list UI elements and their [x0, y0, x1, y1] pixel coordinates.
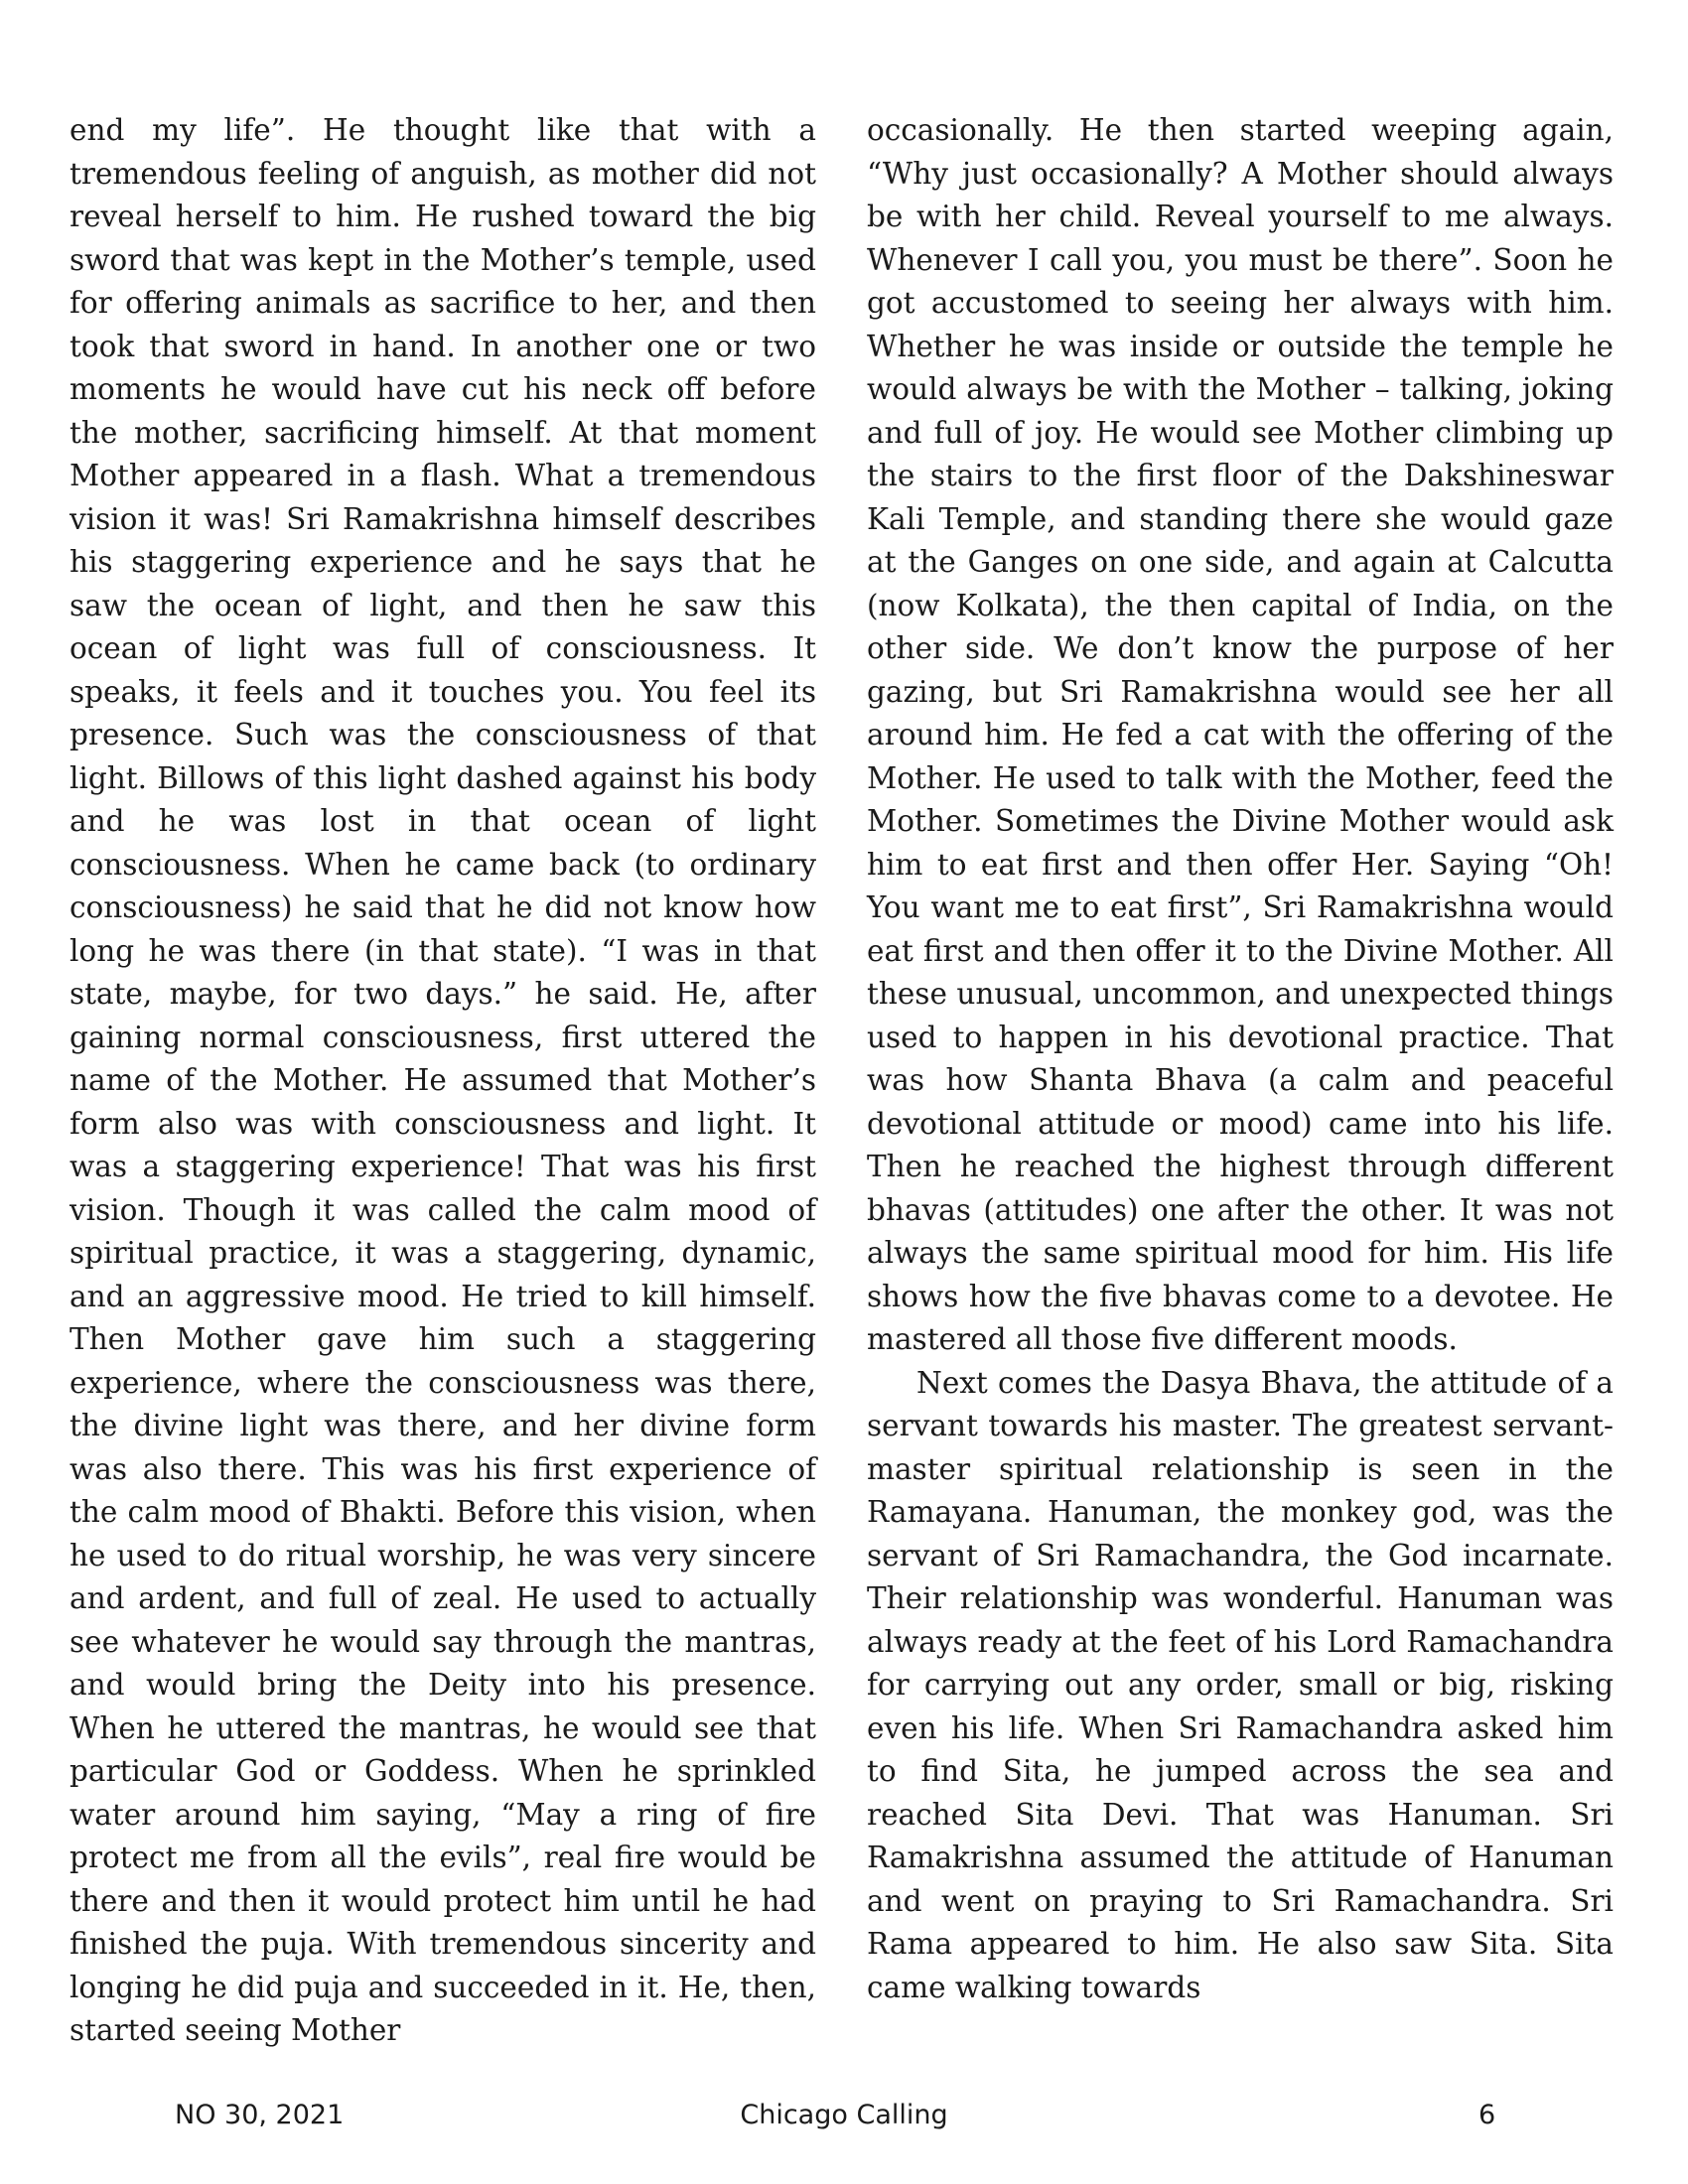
left-column-paragraph-1: end my life”. He thought like that with a tremendous feeling of anguish, as mother did not reveal herself to him. He rushed toward the big sword that was kept in the Mother’s temple, used for offering animals as sacrifice to her, and then took that sword in hand. In another one or two moments he would have cut his neck off before the mother, sacrificing himself. At that moment Mother appeared in a flash. What a tremendous vision it was! Sri Ramakrishna himself describes his staggering experience and he says that he saw the ocean of light, and then he saw this ocean of light was full of consciousness. It speaks, it feels and it touches you. You feel its presence. Such was the consciousness of that light. Billows of this light dashed against his body and he was lost in that ocean of light consciousness. When he came back (to ordinary consciousness) he said that he did not know how long he was there (in that state). “I was in that state, maybe, for two days.” he said. He, after gaining normal consciousness, first uttered the name of the Mother. He assumed that Mother’s form also was with consciousness and light. It was a staggering experience! That was his first vision. Though it was called the calm mood of spiritual practice, it was a staggering, dynamic, and an aggressive mood. He tried to kill himself. Then Mother gave him such a staggering experience, where the consciousness was there, the divine light was there, and her divine form was also there. This was his first experience of the calm mood of Bhakti. Before this vision, when he used to do ritual worship, he was very sincere and ardent, and full of zeal. He used to actually see whatever he would say through the mantras, and would bring the Deity into his presence. When he uttered the mantras, he would see that particular God or Goddess. When he sprinkled water around him saying, “May a ring of fire protect me from all the evils”, real fire would be there and then it would protect him until he had finished the puja. With tremendous sincerity and longing he did puja and succeeded in it. He, then, started seeing Mother	[70, 113, 816, 2047]
right-column-paragraph-1: occasionally. He then started weeping again, “Why just occasionally? A Mother should always be with her child. Reveal yourself to me always. Whenever I call you, you must be there”. Soon he got accustomed to seeing her always with him. Whether he was inside or outside the temple he would always be with the Mother – talking, joking and full of joy. He would see Mother climbing up the stairs to the first floor of the Dakshineswar Kali Temple, and standing there she would gaze at the Ganges on one side, and again at Calcutta (now Kolkata), the then capital of India, on the other side. We don’t know the purpose of her gazing, but Sri Ramakrishna would see her all around him. He fed a cat with the offering of the Mother. He used to talk with the Mother, feed the Mother. Sometimes the Divine Mother would ask him to eat first and then offer Her. Saying “Oh! You want me to eat first”, Sri Ramakrishna would eat first and then offer it to the Divine Mother. All these unusual, uncommon, and unexpected things used to happen in his devotional practice. That was how Shanta Bhava (a calm and peaceful devotional attitude or mood) came into his life. Then he reached the highest through different bhavas (attitudes) one after the other. It was not always the same spiritual mood for him. His life shows how the five bhavas come to a devotee. He mastered all those five different moods.	[867, 113, 1614, 1356]
left-column	[70, 109, 816, 2053]
footer-publication-title: Chicago Calling	[740, 2100, 948, 2130]
right-column-paragraph-2: Next comes the Dasya Bhava, the attitude of a servant towards his master. The greatest servant-master spiritual relationship is seen in the Ramayana. Hanuman, the monkey god, was the servant of Sri Ramachandra, the God incarnate. Their relationship was wonderful. Hanuman was always ready at the feet of his Lord Ramachandra for carrying out any order, small or big, risking even his life. When Sri Ramachandra asked him to find Sita, he jumped across the sea and reached Sita Devi. That was Hanuman. Sri Ramakrishna assumed the attitude of Hanuman and went on praying to Sri Ramachandra. Sri Rama appeared to him. He also saw Sita. Sita came walking towards	[867, 1365, 1614, 2004]
footer-date: NO 30, 2021	[175, 2100, 345, 2130]
footer-page-number: 6	[1478, 2100, 1496, 2130]
right-column	[867, 109, 1614, 2009]
